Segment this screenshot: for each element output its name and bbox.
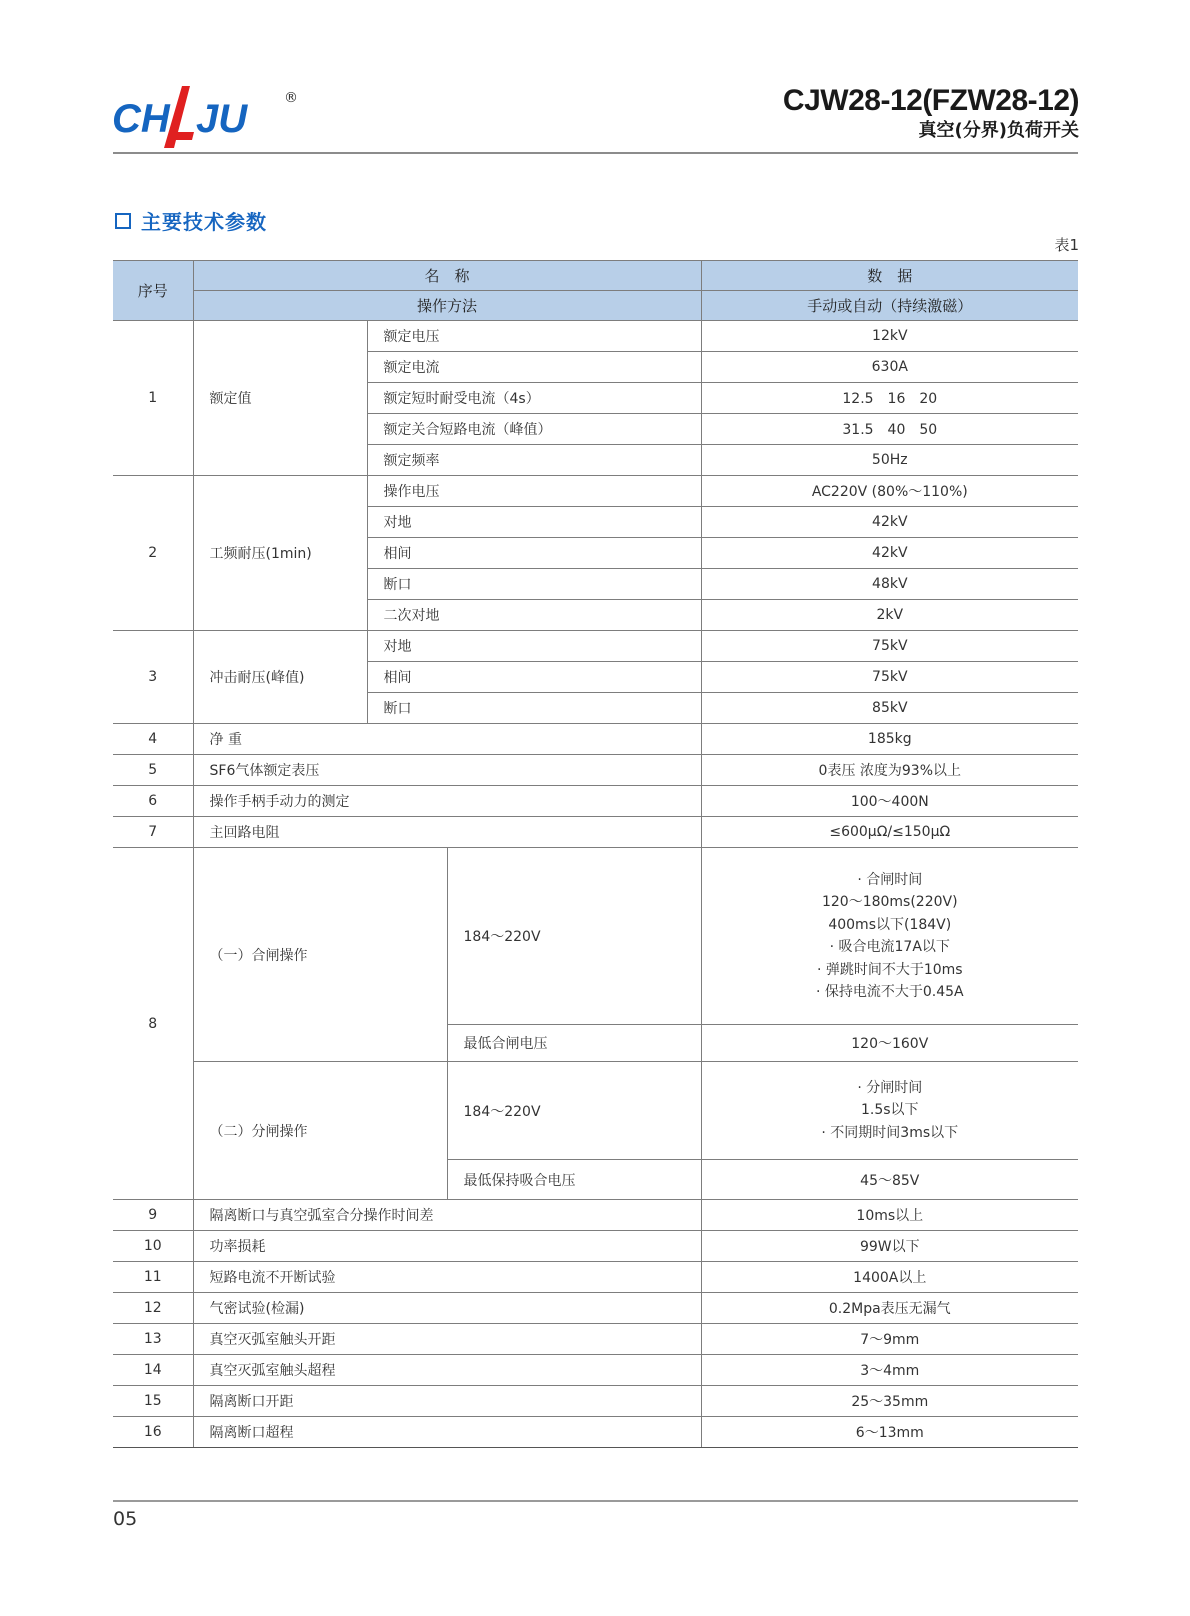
- row-name: 主回路电阻: [193, 817, 701, 848]
- product-name: 真空(分界)负荷开关: [918, 120, 1079, 141]
- chaju-logo-icon: [112, 82, 312, 154]
- svg-text:CH: CH: [112, 97, 170, 141]
- row-value: 25～35mm: [701, 1386, 1078, 1417]
- table-row: [113, 476, 1078, 507]
- table-row: [113, 631, 1078, 662]
- table-row: [113, 1200, 1078, 1231]
- row-seq: 3: [113, 631, 193, 724]
- row-value: 0表压 浓度为93%以上: [701, 755, 1078, 786]
- row-item-label: 断口: [367, 569, 701, 600]
- row-item-label: 相间: [367, 538, 701, 569]
- row-item-value: 75kV: [701, 631, 1078, 662]
- section-heading: [115, 206, 267, 235]
- row-seq: 8: [113, 848, 193, 1200]
- row-item-value: 2kV: [701, 600, 1078, 631]
- row-seq: 1: [113, 321, 193, 476]
- open-min-voltage-value: 45～85V: [701, 1160, 1078, 1200]
- table-row: [113, 755, 1078, 786]
- table-row: [113, 1062, 1078, 1160]
- row-name: 真空灭弧室触头开距: [193, 1324, 701, 1355]
- close-min-voltage-value: 120～160V: [701, 1025, 1078, 1062]
- row-name: 气密试验(检漏): [193, 1293, 701, 1324]
- row-item-label: 相间: [367, 662, 701, 693]
- row-item-label: 额定短时耐受电流（4s）: [367, 383, 701, 414]
- detail-line: 120～180ms(220V): [821, 894, 958, 910]
- row-seq: 16: [113, 1417, 193, 1448]
- table-row: [113, 1355, 1078, 1386]
- header-divider: [113, 152, 1078, 154]
- row-item-label: 额定电压: [367, 321, 701, 352]
- spec-table: [113, 260, 1078, 1448]
- row-value: 1400A以上: [701, 1262, 1078, 1293]
- row-value: 185kg: [701, 724, 1078, 755]
- row-name: 冲击耐压(峰值): [193, 631, 367, 724]
- table-row: [113, 724, 1078, 755]
- row-name: 真空灭弧室触头超程: [193, 1355, 701, 1386]
- row-value: 0.2Mpa表压无漏气: [701, 1293, 1078, 1324]
- row-seq: 5: [113, 755, 193, 786]
- detail-line: · 吸合电流17A以下: [829, 939, 950, 955]
- table-row: [113, 1262, 1078, 1293]
- open-voltage-range: 184～220V: [447, 1062, 701, 1160]
- registered-mark: ®: [284, 90, 298, 106]
- row-item-label: 额定频率: [367, 445, 701, 476]
- row-seq: 13: [113, 1324, 193, 1355]
- row-seq: 12: [113, 1293, 193, 1324]
- row-seq: 10: [113, 1231, 193, 1262]
- row-item-value: 12kV: [701, 321, 1078, 352]
- row-name: 操作手柄手动力的测定: [193, 786, 701, 817]
- row-seq: 11: [113, 1262, 193, 1293]
- row-item-value: AC220V (80%～110%): [701, 476, 1078, 507]
- row-item-value: 50Hz: [701, 445, 1078, 476]
- table-row: [113, 786, 1078, 817]
- detail-line: · 不同期时间3ms以下: [821, 1124, 959, 1141]
- detail-line: · 弹跳时间不大于10ms: [816, 961, 963, 978]
- row-value: 10ms以上: [701, 1200, 1078, 1231]
- row-value: 6～13mm: [701, 1417, 1078, 1448]
- table-row: [113, 1293, 1078, 1324]
- row-item-label: 二次对地: [367, 600, 701, 631]
- row-name: 短路电流不开断试验: [193, 1262, 701, 1293]
- brand-logo: [112, 82, 312, 154]
- row-name: 工频耐压(1min): [193, 476, 367, 631]
- detail-line: · 分闸时间: [857, 1079, 923, 1096]
- page-number: 05: [113, 1508, 138, 1530]
- row-name: 隔离断口与真空弧室合分操作时间差: [193, 1200, 701, 1231]
- header-operation: 操作方法: [193, 291, 701, 321]
- row-item-value: 75kV: [701, 662, 1078, 693]
- table-row: [113, 817, 1078, 848]
- row-item-value: 48kV: [701, 569, 1078, 600]
- open-min-voltage-label: 最低保持吸合电压: [447, 1160, 701, 1200]
- detail-line: 400ms以下(184V): [828, 916, 952, 933]
- open-operation-name: （二）分闸操作: [193, 1062, 447, 1200]
- row-name: 隔离断口开距: [193, 1386, 701, 1417]
- row-item-value: 12.5 16 20: [701, 383, 1078, 414]
- document-title: [783, 84, 1079, 142]
- detail-line: · 合闸时间: [857, 871, 923, 888]
- detail-line: 1.5s以下: [861, 1102, 919, 1119]
- row-value: 99W以下: [701, 1231, 1078, 1262]
- table-row: [113, 1417, 1078, 1448]
- row-seq: 9: [113, 1200, 193, 1231]
- row-name: 净 重: [193, 724, 701, 755]
- row-item-value: 31.5 40 50: [701, 414, 1078, 445]
- row-name: 隔离断口超程: [193, 1417, 701, 1448]
- table-row: [113, 1231, 1078, 1262]
- row-value: 7～9mm: [701, 1324, 1078, 1355]
- row-item-value: 42kV: [701, 507, 1078, 538]
- table-row: [113, 321, 1078, 352]
- row-value: ≤600μΩ/≤150μΩ: [701, 817, 1078, 848]
- table-row: [113, 1386, 1078, 1417]
- row-seq: 15: [113, 1386, 193, 1417]
- row-value: 3～4mm: [701, 1355, 1078, 1386]
- svg-text:JU: JU: [196, 97, 248, 141]
- row-seq: 6: [113, 786, 193, 817]
- row-name: SF6气体额定表压: [193, 755, 701, 786]
- close-min-voltage-label: 最低合闸电压: [447, 1025, 701, 1062]
- table-row: [113, 1324, 1078, 1355]
- header-name: 名 称: [193, 261, 701, 291]
- footer-divider: [113, 1500, 1078, 1502]
- close-operation-details: [701, 848, 1078, 1025]
- row-seq: 14: [113, 1355, 193, 1386]
- row-item-label: 额定关合短路电流（峰值）: [367, 414, 701, 445]
- row-item-label: 额定电流: [367, 352, 701, 383]
- row-item-value: 85kV: [701, 693, 1078, 724]
- row-seq: 2: [113, 476, 193, 631]
- row-item-value: 630A: [701, 352, 1078, 383]
- row-seq: 7: [113, 817, 193, 848]
- close-voltage-range: 184～220V: [447, 848, 701, 1025]
- row-item-label: 对地: [367, 507, 701, 538]
- row-item-value: 42kV: [701, 538, 1078, 569]
- row-item-label: 对地: [367, 631, 701, 662]
- open-operation-details: [701, 1062, 1078, 1160]
- section-title: 主要技术参数: [141, 210, 267, 234]
- table-label: 表1: [1054, 236, 1079, 254]
- model-number: CJW28-12(FZW28-12): [782, 84, 1079, 117]
- checkbox-square-icon: [115, 213, 131, 229]
- table-row: [113, 848, 1078, 1025]
- detail-line: · 保持电流不大于0.45A: [815, 984, 964, 1000]
- header-seq: 序号: [113, 261, 193, 321]
- row-item-label: 断口: [367, 693, 701, 724]
- header-operation-value: 手动或自动（持续激磁）: [701, 291, 1078, 321]
- row-item-label: 操作电压: [367, 476, 701, 507]
- close-operation-name: （一）合闸操作: [193, 848, 447, 1062]
- row-name: 功率损耗: [193, 1231, 701, 1262]
- row-name: 额定值: [193, 321, 367, 476]
- header-data: 数 据: [701, 261, 1078, 291]
- row-seq: 4: [113, 724, 193, 755]
- row-value: 100～400N: [701, 786, 1078, 817]
